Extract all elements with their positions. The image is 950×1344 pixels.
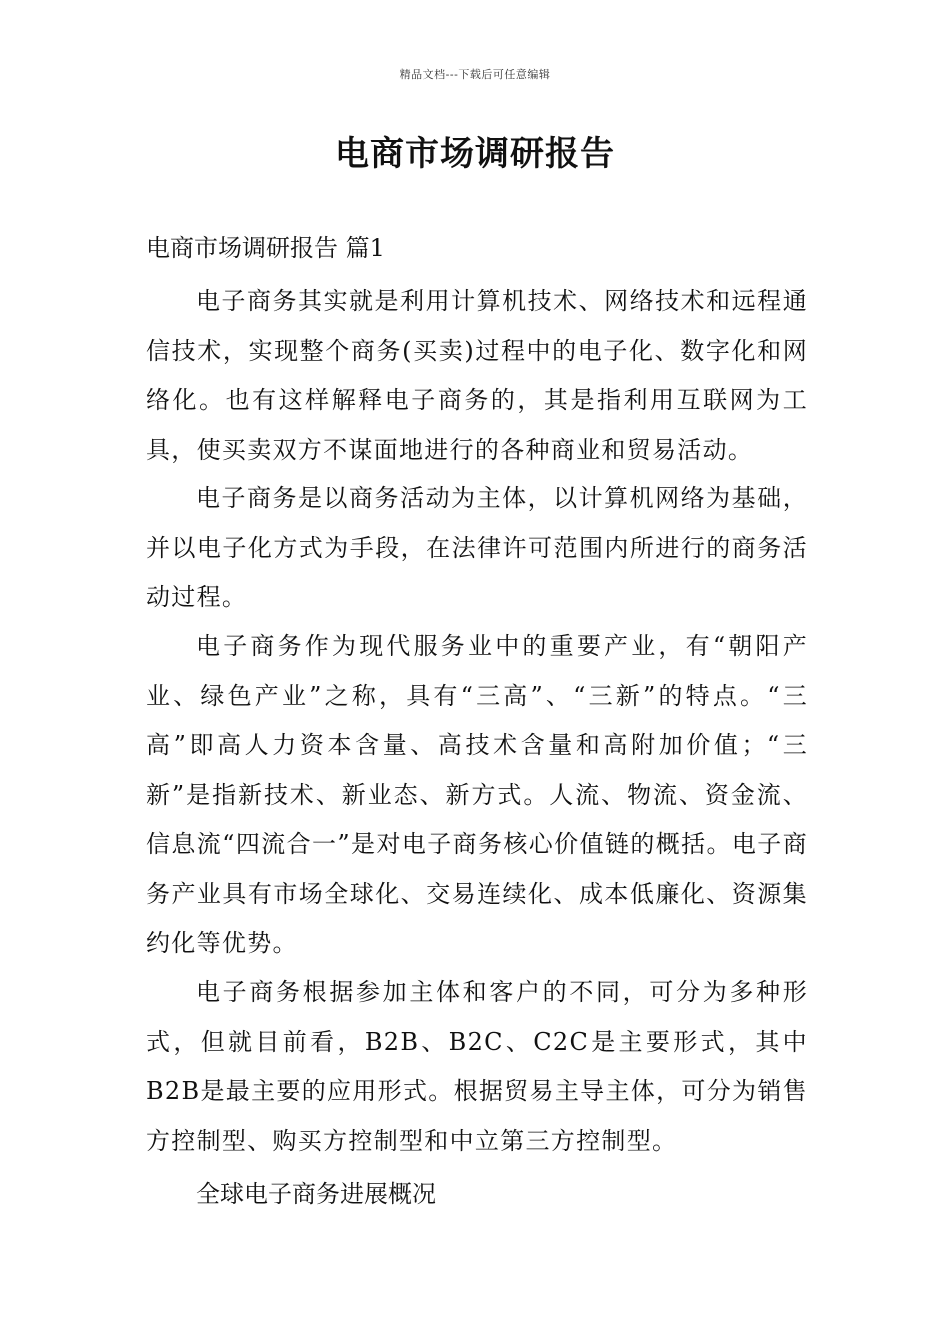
header-note: 精品文档---下载后可任意编辑 [399,68,551,81]
section-heading: 电商市场调研报告 篇1 [146,234,385,262]
paragraph-ecommerce-definition: 电子商务其实就是利用计算机技术、网络技术和远程通信技术，实现整个商务(买卖)过程中的电子化、数字化和网络化。也有这样解释电子商务的，其是指利用互联网为工具，使买卖双方不谋面地进行的各种商业和贸易活动。 [146,287,808,464]
document-title: 电商市场调研报告 [335,134,615,174]
paragraph-ecommerce-basis: 电子商务是以商务活动为主体，以计算机网络为基础，并以电子化方式为手段，在法律许可范围内所进行的商务活动过程。 [146,484,808,611]
paragraph-ecommerce-features: 电子商务作为现代服务业中的重要产业，有“朝阳产业、绿色产业”之称，具有“三高”、“三新”的特点。“三高”即高人力资本含量、高技术含量和高附加价值；“三新”是指新技术、新业态、新方式。人流、物流、资金流、信息流“四流合一”是对电子商务核心价值链的概括。电子商务产业具有市场全球化、交易连续化、成本低廉化、资源集约化等优势。 [146,632,808,957]
paragraph-ecommerce-forms: 电子商务根据参加主体和客户的不同，可分为多种形式，但就目前看，B2B、B2C、C2C是主要形式，其中B2B是最主要的应用形式。根据贸易主导主体，可分为销售方控制型、购买方控制型和中立第三方控制型。 [146,978,808,1155]
subheading-global-overview: 全球电子商务进展概况 [196,1180,436,1208]
